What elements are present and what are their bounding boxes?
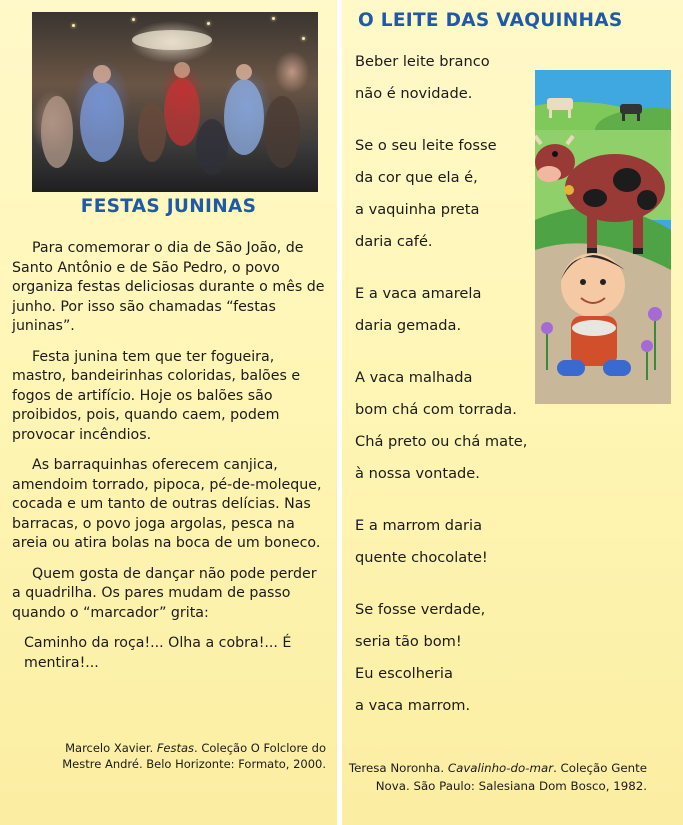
festa-junina-photo (32, 12, 318, 192)
paragraph: As barraquinhas oferecem canjica, amendoim torrado, pipoca, pé-de-moleque, cocada e um tanto de outras delícias. Nas barracas, o povo joga argolas, pesca na areia ou atira bolas na boca de um boneco. (12, 457, 322, 551)
poem-line: E a marrom daria (355, 517, 483, 534)
paragraph: Quem gosta de dançar não pode perder a quadrilha. Os pares mudam de passo quando o “marcador” grita: (12, 565, 317, 621)
poem-line: E a vaca amarela (355, 285, 482, 302)
poem-line: Eu escolheria (355, 665, 453, 682)
poem-line: não é novidade. (355, 85, 473, 102)
stanza (355, 510, 545, 574)
stanza (355, 362, 545, 490)
stanza (355, 278, 545, 342)
poem-line: à nossa vontade. (355, 465, 480, 482)
credit-author: Teresa Noronha. (348, 761, 448, 775)
dancers-icon (32, 12, 318, 192)
poem-line: quente chocolate! (355, 549, 488, 566)
poem-line: da cor que ela é, (355, 169, 478, 186)
left-credit (30, 740, 326, 772)
credit-work: Cavalinho-do-mar (447, 761, 554, 775)
poem-line: bom chá com torrada. (355, 401, 517, 418)
paragraph: Caminho da roça!... Olha a cobra!... É mentira!... (24, 635, 292, 671)
credit-author: Marcelo Xavier. (65, 741, 157, 755)
poem-line: daria gemada. (355, 317, 462, 334)
poem-line: A vaca malhada (355, 369, 473, 386)
poem-line: daria café. (355, 233, 433, 250)
poem-line: a vaquinha preta (355, 201, 480, 218)
paragraph: Para comemorar o dia de São João, de Santo Antônio e de São Pedro, o povo organiza festas deliciosas durante o mês de junho. Por isso são chamadas “festas juninas”. (12, 240, 325, 334)
poem (355, 46, 545, 742)
credit-details: . Coleção O Folclore do Mestre André. Belo Horizonte: Formato, 2000. (62, 741, 326, 771)
left-article-body (12, 239, 326, 684)
paragraph: Festa junina tem que ter fogueira, mastro, bandeirinhas coloridas, balões e fogos de artifício. Hoje os balões são proibidos, pois, quando caem, podem provocar incêndios. (12, 348, 301, 443)
left-title: FESTAS JUNINAS (80, 196, 257, 217)
poem-line: a vaca marrom. (355, 697, 471, 714)
cow-boy-illustration (535, 70, 671, 404)
poem-line: Se fosse verdade, (355, 601, 486, 618)
right-credit (342, 759, 647, 795)
stanza (355, 46, 545, 110)
poem-line: Beber leite branco (355, 53, 490, 70)
cow-icon (535, 70, 671, 404)
poem-line: Chá preto ou chá mate, (355, 433, 528, 450)
stanza (355, 130, 545, 258)
stanza (355, 594, 545, 722)
credit-work: Festas (156, 741, 195, 755)
credit-details: . Coleção Gente Nova. São Paulo: Salesiana Dom Bosco, 1982. (375, 761, 647, 793)
poem-line: Se o seu leite fosse (355, 137, 497, 154)
poem-line: seria tão bom! (355, 633, 462, 650)
right-title: O LEITE DAS VAQUINHAS (358, 10, 623, 31)
